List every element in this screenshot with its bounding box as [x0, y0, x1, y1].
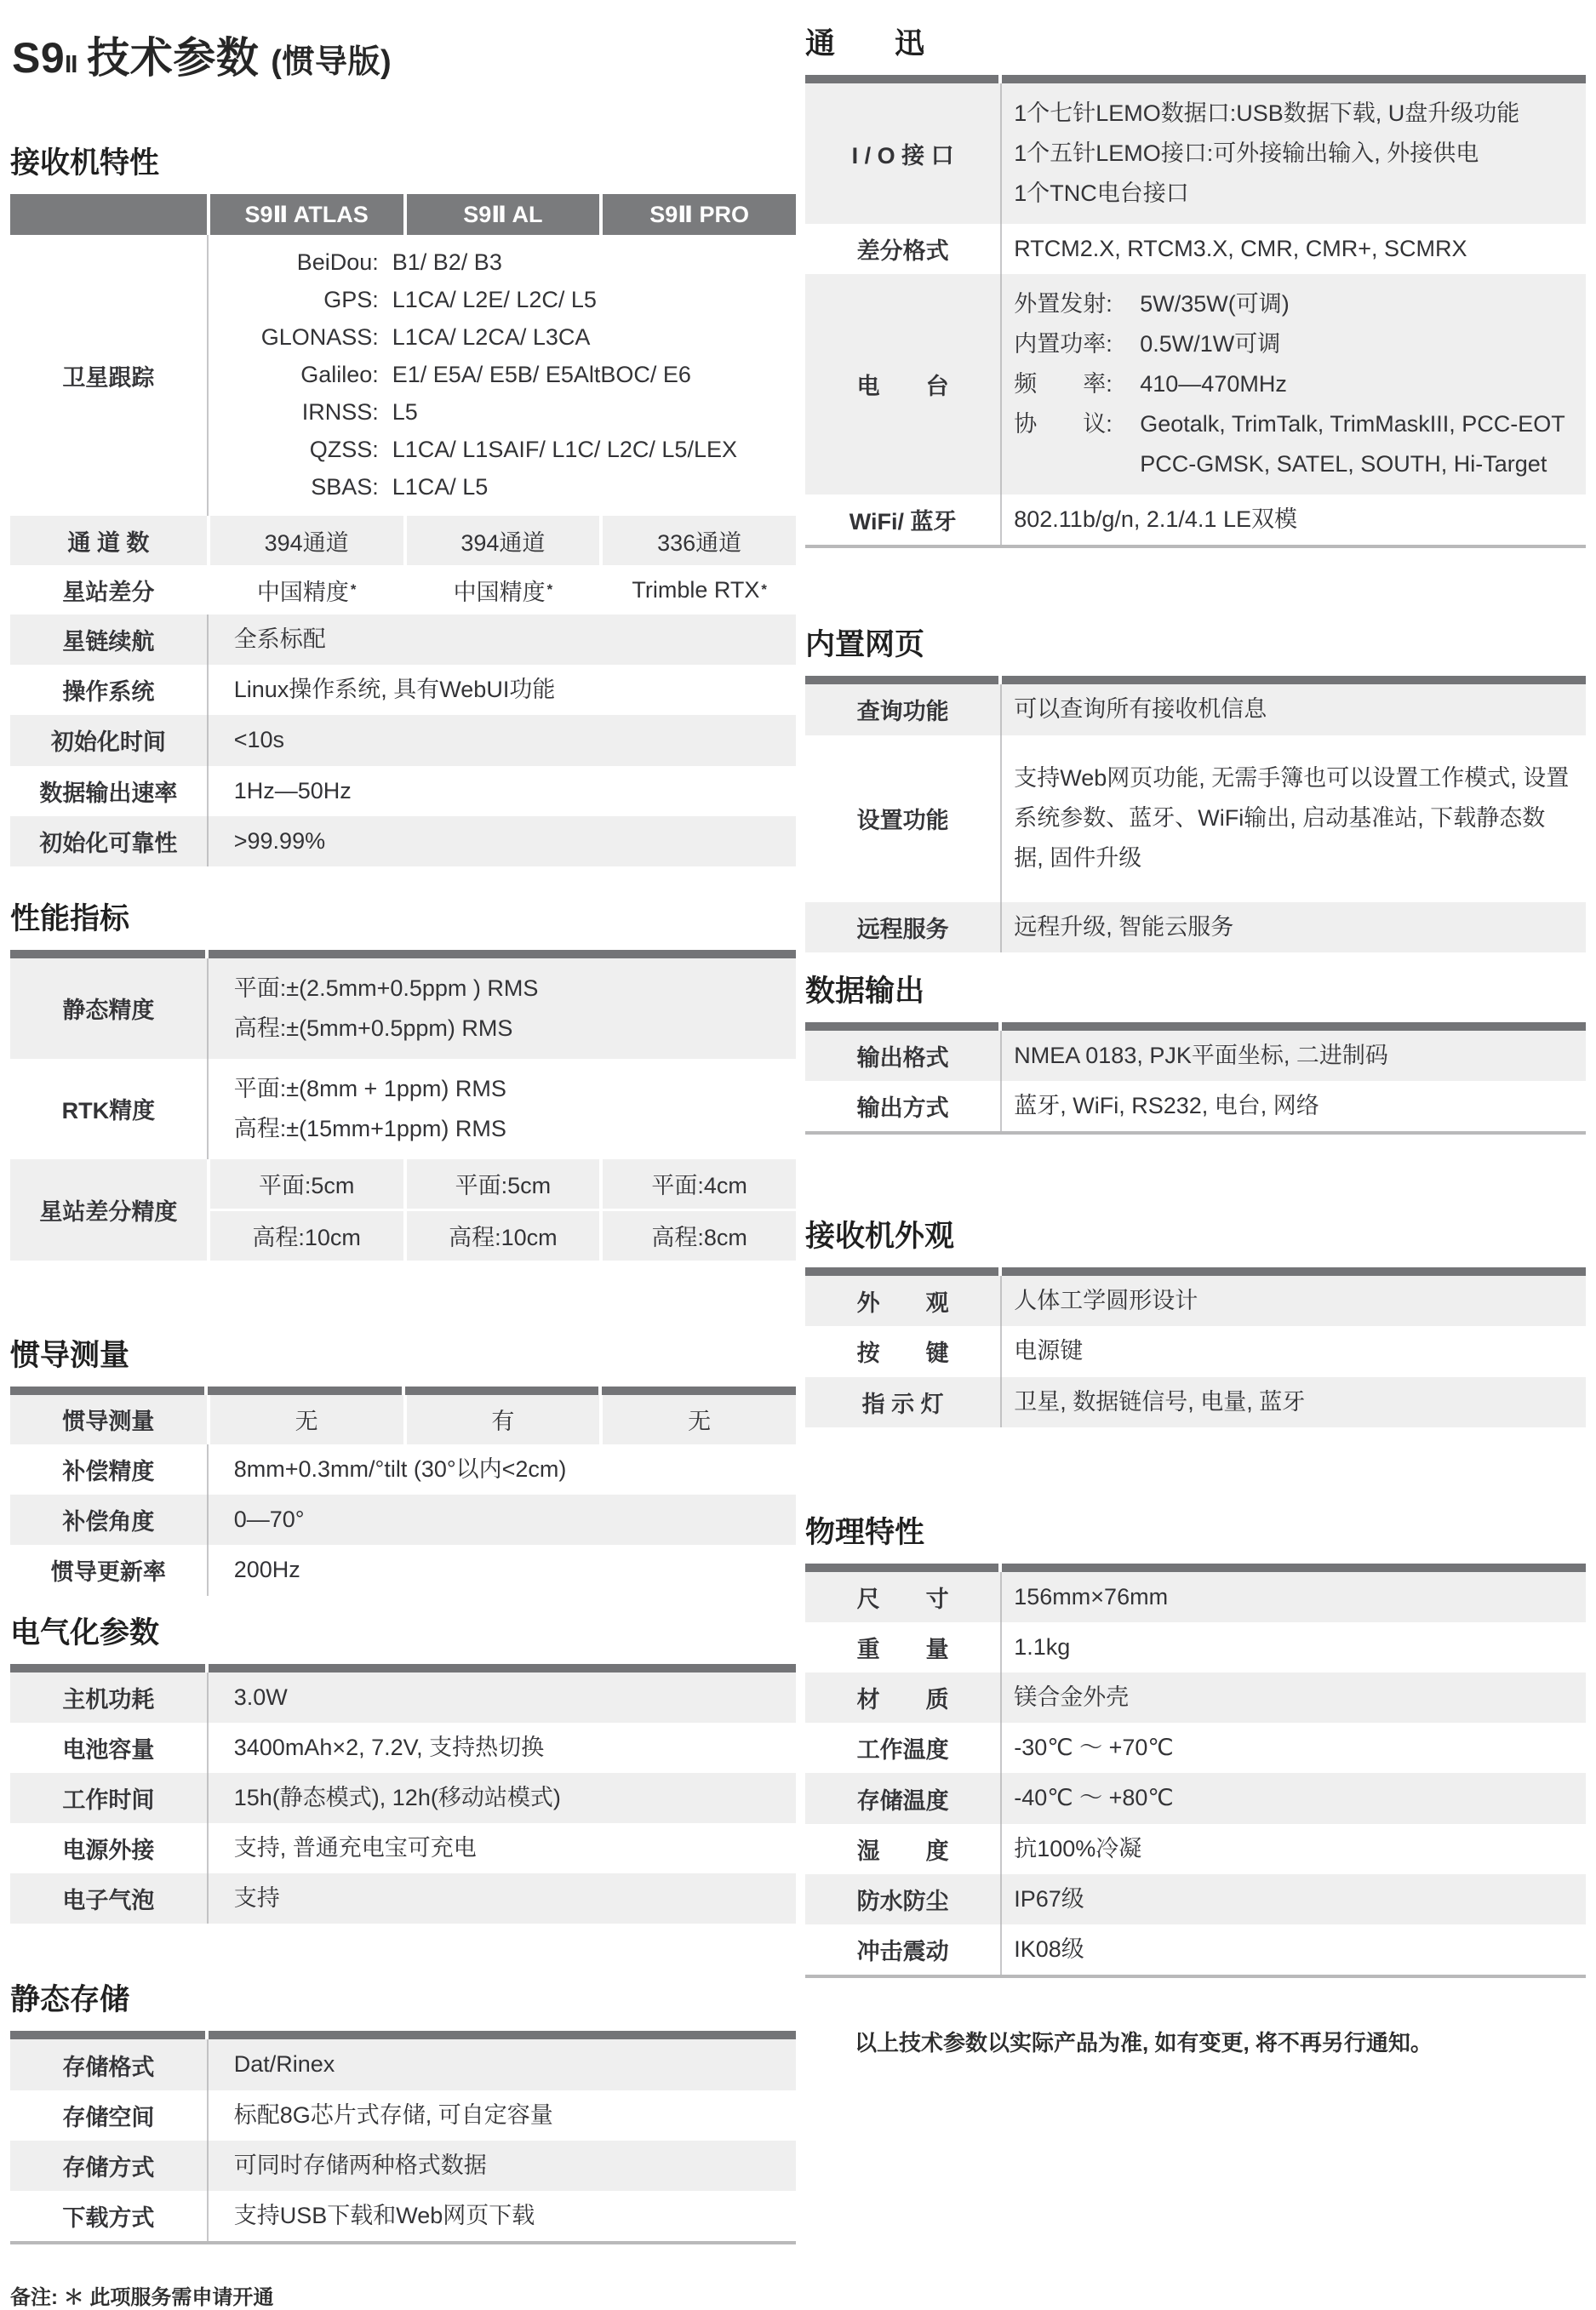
row-label: 查询功能	[856, 699, 949, 725]
row-value	[1000, 274, 1586, 495]
section-appearance	[805, 1213, 1586, 1427]
row-value: 可以查询所有接收机信息	[1000, 684, 1586, 735]
system-bands: L5	[392, 399, 418, 425]
header-cell-model-al: S9Ⅱ AL	[407, 194, 600, 235]
system-bands: L1CA/ L2CA/ L3CA	[392, 324, 591, 350]
row-value: <10s	[207, 715, 796, 765]
section-heading-storage: 静态存储	[10, 1983, 130, 2017]
row-value: 抗100%冷凝	[1000, 1824, 1586, 1874]
row-value	[207, 235, 796, 516]
row-label: 重 量	[856, 1636, 949, 1662]
row-label: 电源外接	[62, 1838, 155, 1864]
table-row	[10, 2141, 796, 2191]
setting-name: 协 议:	[1014, 411, 1113, 437]
row-label: 外 观	[856, 1290, 949, 1317]
table-top-bar	[10, 1664, 796, 1672]
row-value: 1Hz—50Hz	[207, 766, 796, 816]
table-row-satellite-tracking	[10, 235, 796, 516]
table-row-satellite-diff-accuracy	[10, 1159, 796, 1261]
row-value: IK08级	[1000, 1924, 1586, 1975]
row-value: -30℃ ～ +70℃	[1000, 1723, 1586, 1773]
system-bands: L1CA/ L2E/ L2C/ L5	[392, 287, 597, 312]
row-label: 星站差分精度	[10, 1159, 207, 1261]
system-name: SBAS:	[311, 474, 379, 500]
row-value: 全系标配	[207, 615, 796, 665]
table-row	[805, 1326, 1586, 1376]
value-cell	[603, 565, 796, 615]
row-value: 支持, 普通充电宝可充电	[207, 1823, 796, 1873]
system-name: QZSS:	[309, 437, 379, 462]
value-line: 1个TNC电台接口	[1014, 180, 1189, 206]
table-row	[805, 1824, 1586, 1874]
row-values	[207, 1395, 796, 1444]
row-value: 镁合金外壳	[1000, 1672, 1586, 1723]
title-text: 技术参数	[87, 34, 260, 82]
table-row	[10, 1873, 796, 1924]
row-value: Linux操作系统, 具有WebUI功能	[207, 665, 796, 715]
dataout-table	[805, 1022, 1586, 1135]
table-row	[10, 2039, 796, 2090]
row-label: RTK精度	[61, 1098, 156, 1124]
table-row-wifi-bluetooth	[805, 495, 1586, 545]
table-row	[805, 902, 1586, 952]
row-label: 主机功耗	[62, 1686, 155, 1712]
table-row	[10, 1545, 796, 1595]
row-value: 蓝牙, WiFi, RS232, 电台, 网络	[1000, 1081, 1586, 1131]
section-heading-appearance: 接收机外观	[805, 1220, 955, 1254]
performance-table	[10, 950, 796, 1261]
table-row	[10, 1495, 796, 1545]
table-row	[10, 1672, 796, 1723]
table-row-io-ports	[805, 83, 1586, 224]
system-bands: B1/ B2/ B3	[392, 249, 502, 275]
row-label: 初始化时间	[50, 729, 166, 756]
row-label: 存储方式	[62, 2154, 155, 2181]
row-value: 15h(静态模式), 12h(移动站模式)	[207, 1773, 796, 1823]
row-values	[207, 516, 796, 565]
section-heading-physical: 物理特性	[805, 1515, 925, 1549]
row-value	[207, 1059, 796, 1159]
value-text: 中国精度	[256, 579, 349, 605]
value-cell: 平面:5cm	[210, 1159, 403, 1209]
row-value: 支持	[207, 1873, 796, 1924]
row-label: 补偿精度	[62, 1459, 155, 1485]
table-row	[805, 1723, 1586, 1773]
row-label: 防水防尘	[856, 1888, 949, 1914]
system-name: Galileo:	[300, 362, 379, 387]
row-label: 工作时间	[62, 1787, 155, 1813]
electrical-table	[10, 1664, 796, 1924]
section-storage	[10, 1976, 796, 2244]
section-heading-performance: 性能指标	[10, 901, 130, 935]
row-value: 电源键	[1000, 1326, 1586, 1376]
table-row	[10, 1773, 796, 1823]
table-row	[805, 1874, 1586, 1924]
value-cell	[407, 565, 600, 615]
row-value: 8mm+0.3mm/°tilt (30°以内<2cm)	[207, 1444, 796, 1495]
row-value: 200Hz	[207, 1545, 796, 1595]
setting-name: 频 率:	[1014, 371, 1113, 397]
system-bands: L1CA/ L1SAIF/ L1C/ L2C/ L5/LEX	[392, 437, 737, 462]
product-name: S9	[12, 34, 66, 82]
value-cell: 高程:10cm	[210, 1211, 403, 1261]
section-heading-webui: 内置网页	[805, 628, 925, 662]
value-cell: 无	[603, 1395, 796, 1444]
table-row	[10, 1723, 796, 1773]
row-value: 1.1kg	[1000, 1622, 1586, 1672]
section-electrical	[10, 1610, 796, 1924]
section-heading-dataout: 数据输出	[805, 974, 925, 1008]
setting-value: 410—470MHz	[1140, 371, 1287, 397]
setting-value: 0.5W/1W可调	[1140, 331, 1281, 357]
value-line: 高程:±(15mm+1ppm) RMS	[233, 1115, 506, 1141]
table-row	[805, 1081, 1586, 1131]
setting-name: 外置发射:	[1014, 291, 1113, 317]
webui-table	[805, 676, 1586, 952]
row-value: 156mm×76mm	[1000, 1572, 1586, 1622]
row-value: 支持USB下载和Web网页下载	[207, 2191, 796, 2241]
product-roman-numeral: II	[65, 51, 77, 78]
table-row	[805, 1276, 1586, 1326]
row-value: -40℃ ～ +80℃	[1000, 1773, 1586, 1823]
value-cell: 平面:4cm	[603, 1159, 796, 1209]
value-line: 1个五针LEMO接口:可外接输出输入, 外接供电	[1014, 140, 1479, 166]
row-value: RTCM2.X, RTCM3.X, CMR, CMR+, SCMRX	[1000, 224, 1586, 274]
value-cell: 有	[407, 1395, 600, 1444]
row-values	[210, 1159, 796, 1261]
table-top-bar	[805, 75, 1586, 83]
row-label: 惯导测量	[10, 1395, 207, 1444]
row-value: 人体工学圆形设计	[1000, 1276, 1586, 1326]
value-cell: 394通道	[407, 516, 600, 565]
table-row	[805, 684, 1586, 735]
row-value: 卫星, 数据链信号, 电量, 蓝牙	[1000, 1377, 1586, 1427]
table-row	[805, 1572, 1586, 1622]
row-label: 设置功能	[856, 808, 949, 834]
row-label: 初始化可靠性	[39, 830, 178, 856]
row-label: 远程服务	[856, 916, 949, 942]
value-text: Trimble RTX	[632, 576, 760, 603]
table-top-bar	[805, 1267, 1586, 1276]
table-row	[10, 715, 796, 765]
row-value: 802.11b/g/n, 2.1/4.1 LE双模	[1000, 495, 1586, 545]
setting-name: 内置功率:	[1014, 331, 1113, 357]
section-comm	[805, 20, 1586, 548]
row-label: WiFi/ 蓝牙	[849, 509, 957, 535]
value-line: 平面:±(2.5mm+0.5ppm ) RMS	[233, 975, 539, 1001]
row-label: 电池容量	[62, 1736, 155, 1763]
header-cell-empty	[10, 194, 207, 235]
system-name: GPS:	[323, 287, 379, 312]
comm-table	[805, 75, 1586, 548]
setting-value: Geotalk, TrimTalk, TrimMaskIII, PCC-EOT	[1140, 411, 1565, 437]
section-heading-ins: 惯导测量	[10, 1338, 130, 1372]
section-receiver	[10, 140, 796, 866]
row-label: 存储空间	[62, 2104, 155, 2130]
row-label: 电子气泡	[62, 1888, 155, 1914]
table-top-bar	[805, 1022, 1586, 1031]
row-value: IP67级	[1000, 1874, 1586, 1924]
row-label: 惯导更新率	[50, 1559, 166, 1586]
receiver-table-header	[10, 194, 796, 235]
row-label: 材 质	[856, 1687, 949, 1713]
value-cell: 高程:10cm	[407, 1211, 600, 1261]
table-row-rtk-accuracy	[10, 1059, 796, 1159]
right-column	[805, 0, 1586, 2057]
table-top-bar	[805, 1564, 1586, 1572]
value-line: 平面:±(8mm + 1ppm) RMS	[233, 1075, 506, 1101]
row-value: 标配8G芯片式存储, 可自定容量	[207, 2090, 796, 2141]
section-ins	[10, 1332, 796, 1596]
row-label: 补偿角度	[62, 1509, 155, 1535]
row-values	[207, 565, 796, 615]
row-label: 冲击震动	[856, 1939, 949, 1965]
row-label: 指 示 灯	[861, 1391, 944, 1417]
row-label: 湿 度	[856, 1838, 949, 1864]
table-row	[805, 735, 1586, 902]
value-text: 中国精度	[453, 579, 546, 605]
asterisk-marker: *	[546, 581, 553, 598]
table-row	[805, 1377, 1586, 1427]
satellite-systems-list	[209, 243, 796, 506]
table-top-bar	[10, 1387, 796, 1395]
left-column	[10, 0, 796, 2310]
row-label: 电 台	[856, 374, 949, 400]
section-heading-comm: 通 迅	[805, 27, 925, 60]
table-row	[10, 665, 796, 715]
row-value: 0—70°	[207, 1495, 796, 1545]
storage-table	[10, 2031, 796, 2244]
row-value: 支持Web网页功能, 无需手簿也可以设置工作模式, 设置系统参数、蓝牙、WiFi输出, 启动基准站, 下载静态数据, 固件升级	[1000, 735, 1586, 902]
table-row	[805, 1773, 1586, 1823]
disclaimer-text: 以上技术参数以实际产品为准, 如有变更, 将不再另行通知。	[855, 2030, 1433, 2056]
table-row	[10, 1823, 796, 1873]
table-row-ins-availability	[10, 1395, 796, 1444]
section-heading-receiver: 接收机特性	[10, 146, 160, 180]
section-performance	[10, 895, 796, 1261]
physical-table	[805, 1564, 1586, 1979]
table-row	[10, 615, 796, 665]
table-row-channels	[10, 516, 796, 565]
page-title	[12, 24, 796, 85]
value-cell: 336通道	[603, 516, 796, 565]
table-top-bar	[10, 950, 796, 958]
section-physical	[805, 1509, 1586, 1979]
system-name: GLONASS:	[260, 324, 379, 350]
row-value: 可同时存储两种格式数据	[207, 2141, 796, 2191]
table-row	[10, 1444, 796, 1495]
row-label: 尺 寸	[856, 1586, 949, 1612]
section-dataout	[805, 968, 1586, 1135]
row-label: 星链续航	[62, 629, 155, 655]
row-label: 星站差分	[62, 579, 155, 605]
table-row	[10, 816, 796, 866]
row-label: 差分格式	[856, 238, 949, 265]
table-row	[805, 1031, 1586, 1081]
header-cell-model-atlas: S9Ⅱ ATLAS	[210, 194, 403, 235]
table-row-static-accuracy	[10, 958, 796, 1059]
setting-name-empty	[1014, 444, 1130, 484]
value-cell: 平面:5cm	[407, 1159, 600, 1209]
row-value	[1000, 83, 1586, 224]
row-label: 操作系统	[62, 679, 155, 706]
row-value: 远程升级, 智能云服务	[1000, 902, 1586, 952]
row-value: 3400mAh×2, 7.2V, 支持热切换	[207, 1723, 796, 1773]
table-row-satellite-differential	[10, 565, 796, 615]
row-value	[207, 958, 796, 1059]
section-heading-electrical: 电气化参数	[10, 1615, 160, 1650]
row-value: Dat/Rinex	[207, 2039, 796, 2090]
table-top-bar	[805, 676, 1586, 684]
footnote-service: 备注: ＊ 此项服务需申请开通	[10, 2286, 274, 2310]
row-label: 输出格式	[856, 1044, 949, 1071]
table-row	[805, 1672, 1586, 1723]
row-value: >99.99%	[207, 816, 796, 866]
section-webui	[805, 621, 1586, 952]
system-name: IRNSS:	[301, 399, 379, 425]
title-variant: (惯导版)	[271, 44, 392, 80]
row-label: 工作温度	[856, 1737, 949, 1764]
system-bands: L1CA/ L5	[392, 474, 489, 500]
row-label: 存储温度	[856, 1787, 949, 1814]
table-row	[10, 766, 796, 816]
table-row-differential-format	[805, 224, 1586, 274]
row-value: NMEA 0183, PJK平面坐标, 二进制码	[1000, 1031, 1586, 1081]
row-label: I / O 接 口	[851, 143, 954, 169]
radio-settings-list	[1014, 284, 1577, 484]
appearance-table	[805, 1267, 1586, 1427]
row-label: 通 道 数	[10, 516, 207, 565]
table-row	[805, 1622, 1586, 1672]
row-label: 下载方式	[62, 2205, 155, 2232]
row-label: 输出方式	[856, 1095, 949, 1122]
ins-table	[10, 1387, 796, 1596]
row-label: 按 键	[856, 1341, 949, 1367]
system-bands: E1/ E5A/ E5B/ E5AltBOC/ E6	[392, 362, 691, 387]
header-cell-model-pro: S9Ⅱ PRO	[603, 194, 796, 235]
system-name: BeiDou:	[296, 249, 379, 275]
row-label: 存储格式	[62, 2054, 155, 2080]
row-label: 数据输出速率	[39, 780, 178, 806]
value-cell: 394通道	[210, 516, 403, 565]
row-label: 卫星跟踪	[62, 364, 155, 391]
value-cell: 高程:8cm	[603, 1211, 796, 1261]
row-value: 3.0W	[207, 1672, 796, 1723]
asterisk-marker: *	[350, 581, 357, 598]
table-row	[805, 1924, 1586, 1975]
value-line: 高程:±(5mm+0.5ppm) RMS	[233, 1015, 513, 1041]
receiver-table	[10, 194, 796, 866]
table-top-bar	[10, 2031, 796, 2039]
value-cell	[210, 565, 403, 615]
value-line: 1个七针LEMO数据口:USB数据下载, U盘升级功能	[1014, 100, 1520, 126]
setting-value: 5W/35W(可调)	[1140, 291, 1290, 317]
asterisk-marker: *	[761, 581, 767, 598]
setting-value-continuation: PCC-GMSK, SATEL, SOUTH, Hi-Target	[1140, 451, 1547, 477]
table-row	[10, 2090, 796, 2141]
value-cell: 无	[210, 1395, 403, 1444]
row-label: 静态精度	[62, 998, 155, 1024]
table-row	[10, 2191, 796, 2241]
table-row-radio	[805, 274, 1586, 495]
